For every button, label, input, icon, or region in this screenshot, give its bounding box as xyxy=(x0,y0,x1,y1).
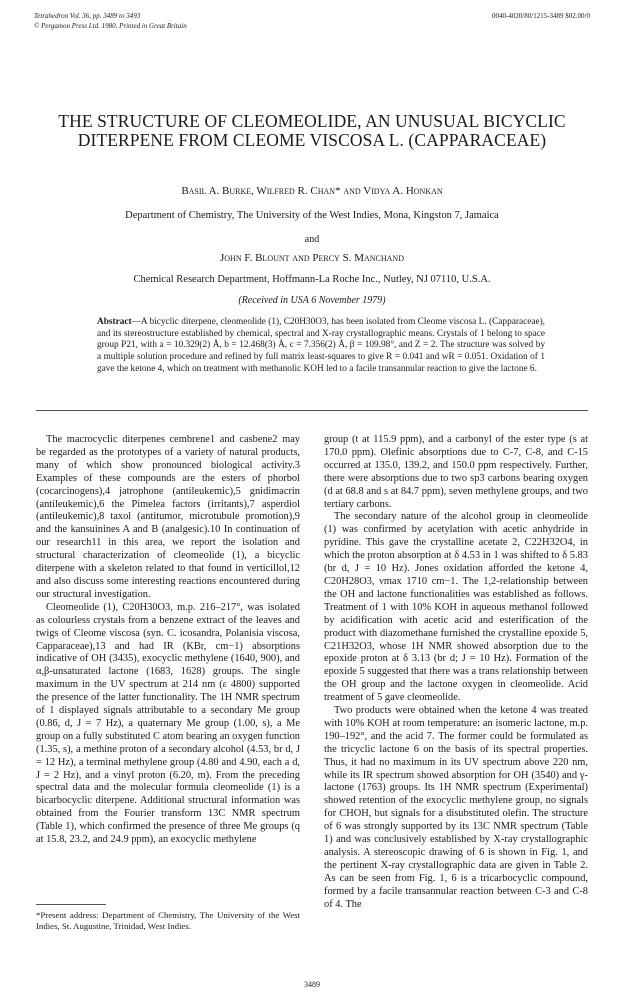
journal-header xyxy=(34,12,187,31)
page-number: 3489 xyxy=(304,980,320,989)
affiliation-primary: Department of Chemistry, The University of the West Indies, Mona, Kingston 7, Jamaica xyxy=(125,210,499,221)
received-date: (Received in USA 6 November 1979) xyxy=(238,295,386,306)
footnote-divider xyxy=(36,904,106,905)
section-divider xyxy=(36,410,588,411)
authors-secondary: John F. Blount and Percy S. Manchand xyxy=(220,252,404,264)
paragraph: The secondary nature of the alcohol group in cleomeolide (1) was confirmed by acetylation with acetic anhydride in pyridine. This gave the crystalline acetate 2, C22H32O4, in which the proton absorption at δ 4.53 in 1 was shifted to δ 5.83 (br d, J = 10 Hz). Jones oxidation afforded the ketone 4, C20H28O3, νmax 1710 cm−1. The 1,2-relationship between the OH and lactone functionalities was established as follows. Treatment of 1 with 10% KOH in aqueous methanol followed by acidification with acetic acid and esterification of the product with diazomethane furnished the crystalline epoxide 5, C21H32O3, whose 1H NMR showed absorption due to the epoxide proton at δ 3.13 (br d; J = 10 Hz). Formation of the epoxide 5 suggested that there was a trans relationship between the OH group and the lactone oxygen in cleomeolide. Acid treatment of 5 gave cleomeolide. xyxy=(324,511,588,704)
article-code: 0040-4020/80/1215-3489 $02.00/0 xyxy=(492,12,590,20)
paragraph: The macrocyclic diterpenes cembrene1 and casbene2 may be regarded as the prototypes of a variety of natural products, many of which show pronounced biological activity.3 Examples of these compounds are the esters of phorbol (cocarcinogens),4 jatrophone (antileukemic),5 gnidimacrin (antileukemic),6 the Pimelea factors (irritants),7 asperdiol (antileukemic),8 taxol (antitumor, microtubule promotion),9 and the kansuinines A and B (analgesic).10 In continuation of our research11 in this area, we report the isolation and structural characterization of cleomeolide (1), a bicyclic diterpene with a skeleton related to that found in verticillol,12 and also discuss some interesting reactions encountered during our structural investigation. xyxy=(36,434,300,600)
authors-primary: Basil A. Burke, Wilfred R. Chan* and Vidya A. Honkan xyxy=(181,185,443,197)
abstract-label: Abstract xyxy=(97,317,132,327)
affiliation-secondary: Chemical Research Department, Hoffmann-La Roche Inc., Nutley, NJ 07110, U.S.A. xyxy=(133,274,491,285)
right-column xyxy=(324,434,588,912)
abstract xyxy=(97,317,545,376)
publisher-line: © Pergamon Press Ltd. 1980. Printed in Great Britain xyxy=(34,21,187,30)
left-column xyxy=(36,434,300,847)
abstract-text: —A bicyclic diterpene, cleomeolide (1), C20H30O3, has been isolated from Cleome viscosa L. (Capparaceae), and its stereostructure established by chemical, spectral and X-ray crystallographic means. Crystals of 1 belong to space group P21, with a = 10.329(2) Å, b = 12.468(3) Å, c = 7.356(2) Å, β = 109.98°, and Z = 2. The structure was solved by a multiple solution procedure and refined by full matrix least-squares to give R = 0.041 and wR = 0.051. Oxidation of 1 gave the ketone 4, which on treatment with methanolic KOH led to a facile transannular reaction to give the lactone 6. xyxy=(97,317,545,374)
journal-citation: Tetrahedron Vol. 36, pp. 3489 to 3493 xyxy=(34,12,141,20)
paragraph: Two products were obtained when the ketone 4 was treated with 10% KOH at room temperature: an isomeric lactone, m.p. 190–192°, and the acid 7. The former could be formulated as the tricyclic lactone 6 on the basis of its spectral properties. Thus, it had no maximum in its UV spectrum above 220 nm, while its IR spectrum showed absorption for OH (3540) and γ-lactone (1763) groups. Its 1H NMR spectrum (Experimental) showed retention of the exocyclic methylene group, no signals for CHOH, but signals for a disubstituted olefin. The structure of 6 was strongly supported by its 13C NMR spectrum (Table 1) and was conclusively established by X-ray crystallographic analysis. A stereoscopic drawing of 6 is shown in Fig. 1, and the pertinent X-ray crystallographic data are given in Table 2. As can be seen from Fig. 1, 6 is a tricarbocyclic compound, formed by a facile transannular reaction between C-3 and C-8 of 4. The xyxy=(324,705,588,910)
and-connector: and xyxy=(304,234,320,245)
footnote: *Present address: Department of Chemistry, The University of the West Indies, St. Augustine, Trinidad, West Indies. xyxy=(36,910,300,931)
article-title xyxy=(20,112,604,150)
title-line-2: DITERPENE FROM CLEOME VISCOSA L. (CAPPARACEAE) xyxy=(77,130,547,150)
paragraph: Cleomeolide (1), C20H30O3, m.p. 216–217°, was isolated as colourless crystals from a benzene extract of the leaves and twigs of Cleome viscosa (syn. C. icosandra, Polanisia viscosa, Capparaceae),13 and had IR (KBr, cm−1) absorptions indicative of OH (3435), exocyclic methylene (1640, 900), and α,β-unsaturated lactone (1683, 1628) groups. The single maximum in the UV spectrum at 214 nm (ε 4800) supported the presence of the latter functionality. The 1H NMR spectrum of 1 displayed signals attributable to a secondary Me group (0.86, d, J = 7 Hz), a quaternary Me group (1.00, s), a Me group on a fully substituted C atom bearing an oxygen function (1.35, s), a methine proton of a secondary alcohol (4.53, br d, J = 12 Hz), a terminal methylene group (4.80 and 4.90, each a d, J = 2 Hz), and a vinyl proton (6.20, m). From the preceding spectral data and the molecular formula cleomeolide (1) is a bicarbocyclic diterpene. Additional structural information was obtained from the Fourier transform 13C NMR spectrum (Table 1), which confirmed the presence of three Me groups (q at 15.8, 23.2, and 24.9 ppm), an exocyclic methylene xyxy=(36,601,300,846)
paragraph: group (t at 115.9 ppm), and a carbonyl of the ester type (s at 170.0 ppm). Olefinic absorptions due to C-7, C-8, and C-15 occurred at 135.0, 139.2, and 150.0 ppm respectively. Further, there were absorptions due to two sp3 carbons bearing oxygen (d at 68.8 and s at 84.7 ppm), seven methylene groups, and two tertiary carbons. xyxy=(324,434,588,510)
title-line-1: THE STRUCTURE OF CLEOMEOLIDE, AN UNUSUAL BICYCLIC xyxy=(58,111,566,131)
